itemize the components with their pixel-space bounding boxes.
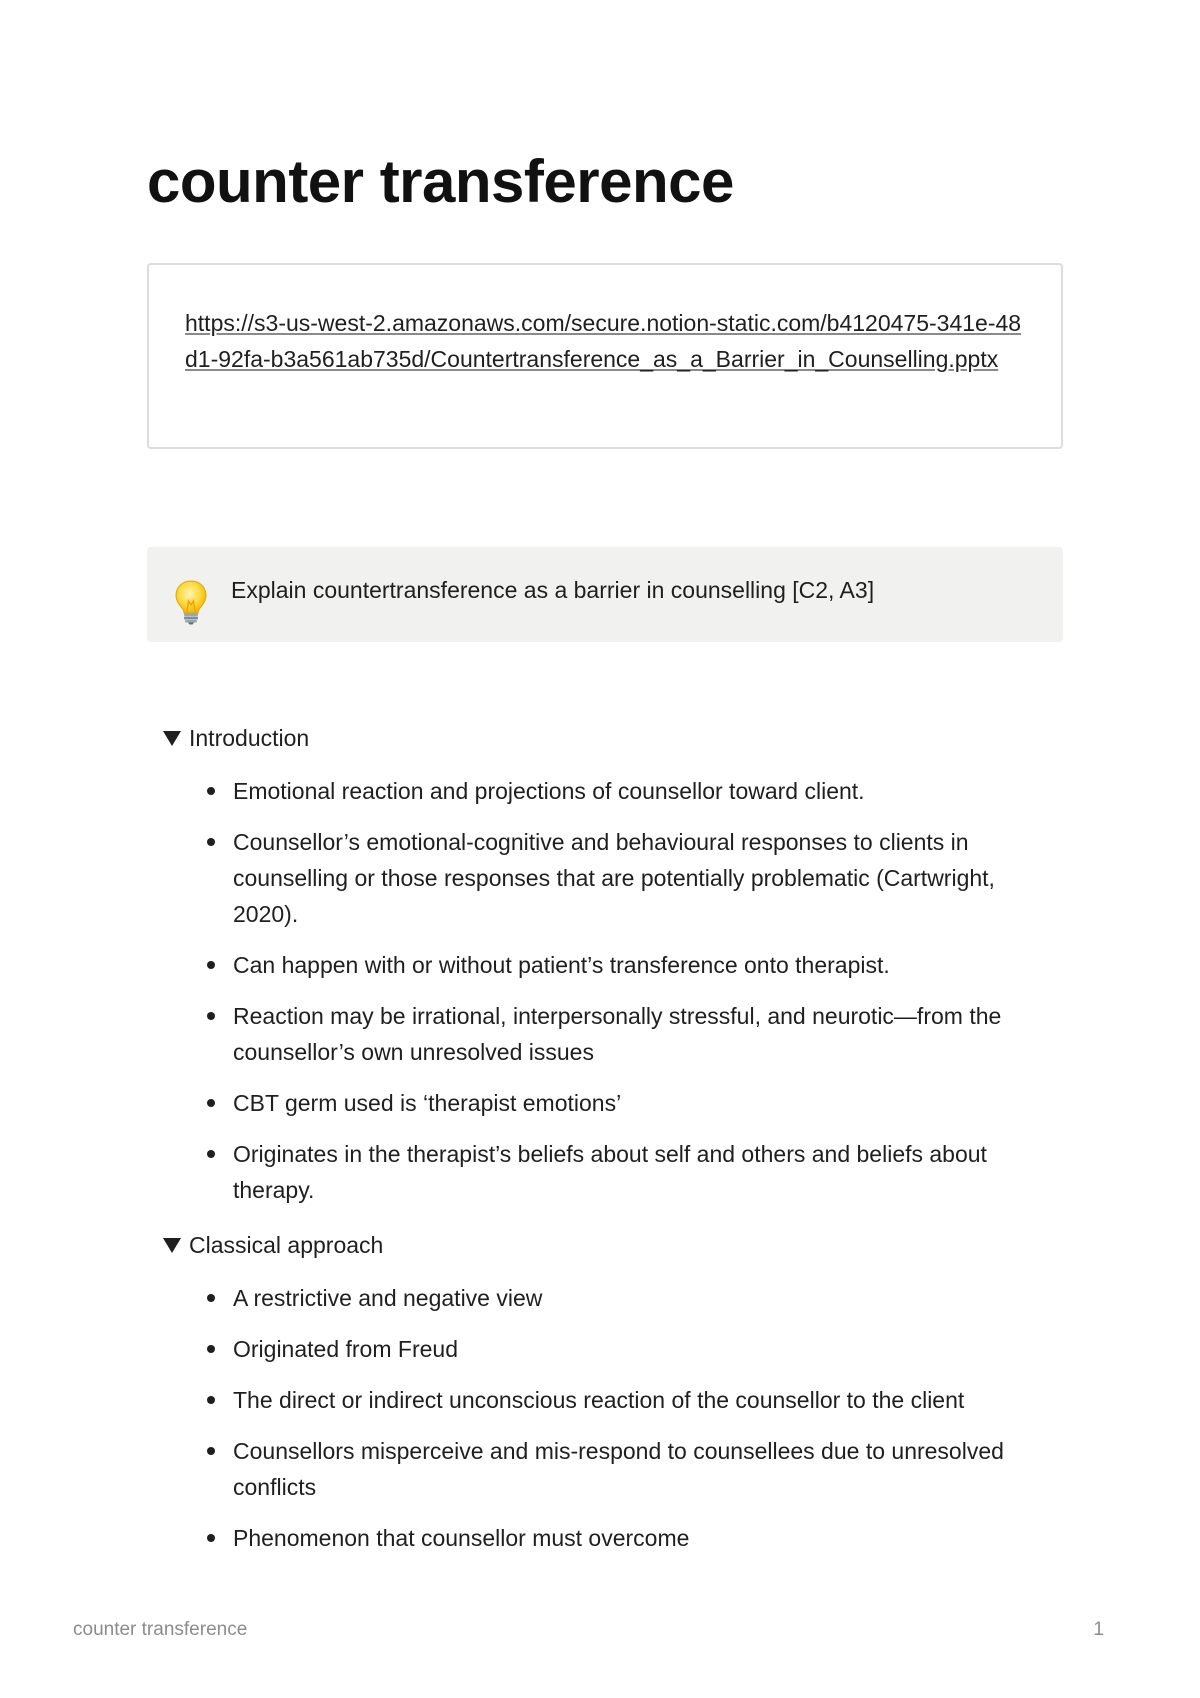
bullet-dot-icon: [207, 1534, 215, 1542]
toggle-introduction: [147, 722, 1063, 1208]
list-item: [147, 1382, 1053, 1418]
lightbulb-icon: [173, 579, 209, 625]
footer-page-number: 1: [1093, 1619, 1104, 1640]
bullet-dot-icon: [207, 1345, 215, 1353]
list-item: [147, 947, 1053, 983]
bullet-dot-icon: [207, 1150, 215, 1158]
bullet-dot-icon: [207, 838, 215, 846]
footer-title: counter transference: [73, 1619, 248, 1640]
triangle-down-icon[interactable]: [163, 731, 181, 746]
link-block: [147, 263, 1063, 449]
callout: [147, 547, 1063, 642]
list-item-text: Counsellors misperceive and mis-respond to counsellees due to unresolved conflicts: [233, 1438, 1004, 1500]
list-item: [147, 1433, 1053, 1505]
list-item: [147, 1136, 1053, 1208]
bullet-list: [147, 773, 1063, 1208]
list-item-text: Phenomenon that counsellor must overcome: [233, 1525, 690, 1551]
bullet-dot-icon: [207, 1099, 215, 1107]
list-item-text: Emotional reaction and projections of counsellor toward client.: [233, 778, 865, 804]
list-item: [147, 773, 1053, 809]
page-title: counter transference: [147, 148, 734, 215]
toggle-header-classical-approach[interactable]: [147, 1229, 1063, 1261]
list-item-text: Originates in the therapist’s beliefs about self and others and beliefs about therapy.: [233, 1141, 987, 1203]
bullet-dot-icon: [207, 1294, 215, 1302]
triangle-down-icon[interactable]: [163, 1238, 181, 1253]
bullet-dot-icon: [207, 1396, 215, 1404]
toggle-label: Introduction: [189, 725, 310, 751]
bullet-dot-icon: [207, 1012, 215, 1020]
bullet-dot-icon: [207, 1447, 215, 1455]
toggle-label: Classical approach: [189, 1232, 384, 1258]
list-item: [147, 1331, 1053, 1367]
list-item-text: The direct or indirect unconscious reaction of the counsellor to the client: [233, 1387, 965, 1413]
list-item: [147, 1520, 1053, 1556]
list-item-text: CBT germ used is ‘therapist emotions’: [233, 1090, 622, 1116]
list-item-text: Can happen with or without patient’s transference onto therapist.: [233, 952, 890, 978]
callout-text: Explain countertransference as a barrier in counselling [C2, A3]: [231, 577, 875, 603]
list-item-text: Reaction may be irrational, interpersonally stressful, and neurotic—from the counsellor’s own unresolved issues: [233, 1003, 1002, 1065]
toggle-header-introduction[interactable]: [147, 722, 1063, 754]
bullet-dot-icon: [207, 961, 215, 969]
toggle-classical-approach: [147, 1229, 1063, 1556]
list-item: [147, 1085, 1053, 1121]
bullet-dot-icon: [207, 787, 215, 795]
list-item-text: Counsellor’s emotional-cognitive and behavioural responses to clients in counselling or those responses that are potentially problematic (Cartwright, 2020).: [233, 829, 995, 927]
list-item: [147, 824, 1053, 932]
list-item: [147, 1280, 1053, 1316]
list-item: [147, 998, 1053, 1070]
list-item-text: A restrictive and negative view: [233, 1285, 543, 1311]
list-item-text: Originated from Freud: [233, 1336, 458, 1362]
file-link[interactable]: https://s3-us-west-2.amazonaws.com/secure.notion-static.com/b4120475-341e-48d1-92fa-b3a561ab735d/Countertransference_as_a_Barrier_in_Counselling.pptx: [185, 310, 1022, 372]
bullet-list: [147, 1280, 1063, 1556]
